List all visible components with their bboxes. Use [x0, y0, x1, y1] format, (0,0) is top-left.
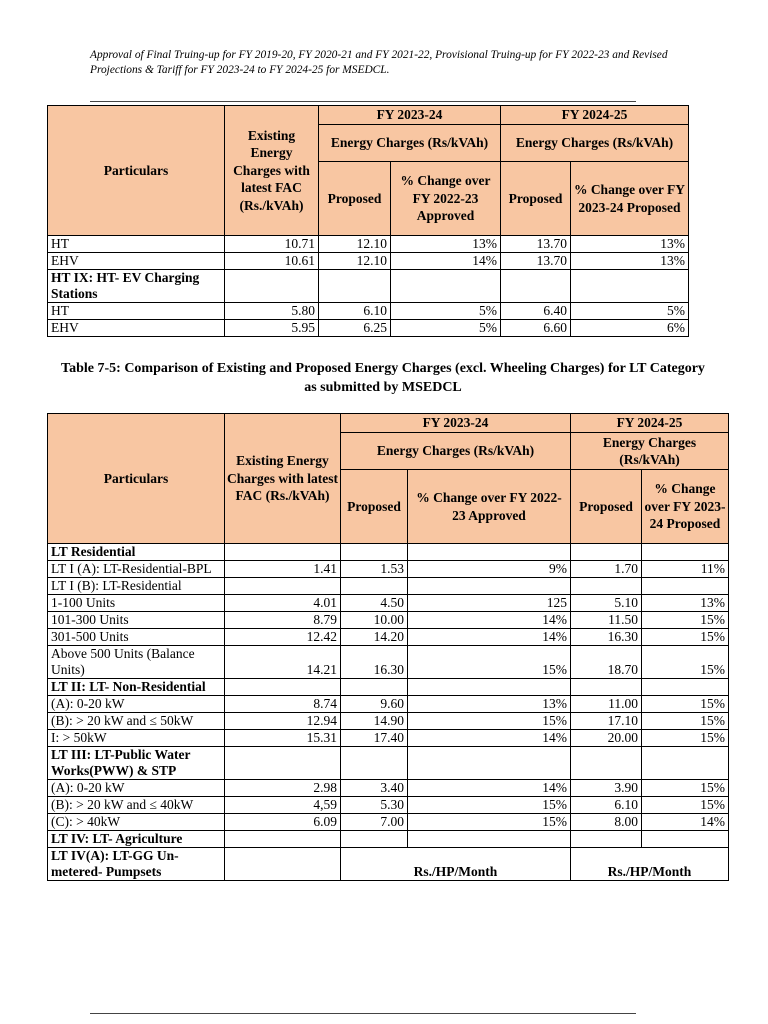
col-fy-2023-24: FY 2023-24 [319, 106, 501, 125]
col-fy-2023-24: FY 2023-24 [341, 414, 571, 433]
table-caption: Table 7-5: Comparison of Existing and Proposed Energy Charges (excl. Wheeling Charges) for LT Category as submitted by MSEDCL [61, 361, 705, 395]
row-fy1-proposed: 6.25 [319, 320, 391, 337]
row-particulars: 301-500 Units [48, 629, 225, 646]
row-fy2-proposed: 13.70 [501, 253, 571, 270]
row-fy2-change [571, 270, 689, 303]
row-existing-charge: 10.61 [225, 253, 319, 270]
ht-energy-charges-table [47, 105, 689, 337]
row-existing-charge: 15.31 [225, 730, 341, 747]
row-fy1-change: 13% [408, 696, 571, 713]
row-existing-charge: 10.71 [225, 236, 319, 253]
row-fy2-change: 15% [642, 629, 729, 646]
row-fy2-change: 13% [642, 595, 729, 612]
row-fy2-proposed: 6.40 [501, 303, 571, 320]
col-fy2-change: % Change over FY 2023-24 Proposed [571, 162, 689, 236]
row-fy2-proposed: 17.10 [571, 713, 642, 730]
row-particulars: LT Residential [48, 544, 225, 561]
table-row [48, 303, 689, 320]
row-fy1-change: 14% [408, 730, 571, 747]
row-particulars: LT I (B): LT-Residential [48, 578, 225, 595]
row-particulars: HT [48, 236, 225, 253]
row-fy1-proposed: 17.40 [341, 730, 408, 747]
col-fy1-energy-charges: Energy Charges (Rs/kVAh) [319, 125, 501, 162]
row-fy2-change: 15% [642, 696, 729, 713]
row-fy2-proposed [571, 831, 642, 848]
row-fy1-proposed [319, 270, 391, 303]
row-particulars: LT IV(A): LT-GG Un-metered- Pumpsets [48, 848, 225, 881]
row-existing-charge [225, 831, 341, 848]
row-fy1-change: 14% [391, 253, 501, 270]
row-fy1-change: 14% [408, 612, 571, 629]
row-fy2-proposed [571, 747, 642, 780]
row-existing-charge: 1.41 [225, 561, 341, 578]
col-fy1-energy-charges: Energy Charges (Rs/kVAh) [341, 433, 571, 470]
row-fy2-change: 5% [571, 303, 689, 320]
row-fy1-proposed: 5.30 [341, 797, 408, 814]
row-particulars: 1-100 Units [48, 595, 225, 612]
row-fy2-change: 15% [642, 612, 729, 629]
row-particulars: (B): > 20 kW and ≤ 40kW [48, 797, 225, 814]
row-fy1-proposed: 1.53 [341, 561, 408, 578]
row-existing-charge: 8.74 [225, 696, 341, 713]
row-fy2-proposed: 6.60 [501, 320, 571, 337]
row-fy2-proposed: 5.10 [571, 595, 642, 612]
table-row [48, 561, 729, 578]
row-existing-charge: 4,59 [225, 797, 341, 814]
row-existing-charge: 12.94 [225, 713, 341, 730]
row-fy1-change [408, 679, 571, 696]
row-existing-charge: 14.21 [225, 646, 341, 679]
row-fy2-proposed: 3.90 [571, 780, 642, 797]
row-particulars: I: > 50kW [48, 730, 225, 747]
row-fy1-change: 125 [408, 595, 571, 612]
row-fy2-proposed: 8.00 [571, 814, 642, 831]
row-fy2-proposed: 11.00 [571, 696, 642, 713]
table-row [48, 713, 729, 730]
row-fy2-proposed [571, 679, 642, 696]
table-row [48, 253, 689, 270]
row-fy1-proposed: 12.10 [319, 236, 391, 253]
row-existing-charge: 5.80 [225, 303, 319, 320]
table-row [48, 270, 689, 303]
row-fy1-proposed [341, 747, 408, 780]
row-fy1-change [408, 578, 571, 595]
row-fy1-change [408, 747, 571, 780]
col-existing-charges: Existing Energy Charges with latest FAC (Rs./kVAh) [225, 106, 319, 236]
row-existing-charge: 6.09 [225, 814, 341, 831]
row-fy1-proposed [341, 578, 408, 595]
table-row [48, 612, 729, 629]
row-fy1-proposed: 3.40 [341, 780, 408, 797]
row-particulars: LT I (A): LT-Residential-BPL [48, 561, 225, 578]
table-row [48, 629, 729, 646]
row-fy1-change: 14% [408, 780, 571, 797]
table-row [48, 831, 729, 848]
row-particulars: (A): 0-20 kW [48, 696, 225, 713]
row-particulars: (B): > 20 kW and ≤ 50kW [48, 713, 225, 730]
row-fy2-change [642, 544, 729, 561]
row-fy2-change: 15% [642, 646, 729, 679]
row-particulars: LT III: LT-Public Water Works(PWW) & STP [48, 747, 225, 780]
row-existing-charge [225, 848, 341, 881]
row-fy1-change: 15% [408, 646, 571, 679]
row-existing-charge: 12.42 [225, 629, 341, 646]
row-fy1-proposed [341, 679, 408, 696]
row-fy1-change [408, 544, 571, 561]
row-fy1-unit: Rs./HP/Month [341, 848, 571, 881]
table-row [48, 797, 729, 814]
col-fy2-energy-charges: Energy Charges (Rs/kVAh) [501, 125, 689, 162]
row-fy1-change: 14% [408, 629, 571, 646]
col-fy1-proposed: Proposed [319, 162, 391, 236]
table-row [48, 696, 729, 713]
table-row [48, 320, 689, 337]
row-fy2-change [642, 679, 729, 696]
row-fy2-proposed: 13.70 [501, 236, 571, 253]
row-fy1-change: 15% [408, 713, 571, 730]
row-fy2-change: 11% [642, 561, 729, 578]
row-fy1-proposed: 16.30 [341, 646, 408, 679]
row-fy2-change: 13% [571, 253, 689, 270]
col-fy1-change: % Change over FY 2022-23 Approved [391, 162, 501, 236]
table-row [48, 544, 729, 561]
row-fy1-change [391, 270, 501, 303]
lt-energy-charges-table [47, 413, 729, 881]
table-row [48, 578, 729, 595]
header-rule [90, 101, 636, 102]
col-fy2-energy-charges: Energy Charges (Rs/kVAh) [571, 433, 729, 470]
row-fy1-change: 9% [408, 561, 571, 578]
row-fy1-change: 15% [408, 797, 571, 814]
row-fy2-proposed: 6.10 [571, 797, 642, 814]
row-fy1-proposed: 10.00 [341, 612, 408, 629]
row-particulars: HT IX: HT- EV Charging Stations [48, 270, 225, 303]
table-row [48, 236, 689, 253]
row-existing-charge: 4.01 [225, 595, 341, 612]
row-fy2-proposed [571, 578, 642, 595]
table-row [48, 679, 729, 696]
row-existing-charge [225, 270, 319, 303]
row-fy2-proposed: 20.00 [571, 730, 642, 747]
col-fy2-proposed: Proposed [571, 470, 642, 544]
row-existing-charge [225, 747, 341, 780]
row-fy1-proposed: 14.90 [341, 713, 408, 730]
row-fy2-change [642, 747, 729, 780]
row-fy2-change: 15% [642, 713, 729, 730]
row-fy1-proposed: 6.10 [319, 303, 391, 320]
row-fy1-change [408, 831, 571, 848]
table-row [48, 780, 729, 797]
row-fy1-proposed: 7.00 [341, 814, 408, 831]
col-fy1-change: % Change over FY 2022-23 Approved [408, 470, 571, 544]
row-fy2-change: 14% [642, 814, 729, 831]
col-fy2-change: % Change over FY 2023-24 Proposed [642, 470, 729, 544]
row-fy2-change: 15% [642, 797, 729, 814]
row-fy2-change [642, 831, 729, 848]
row-fy2-change: 15% [642, 730, 729, 747]
row-fy2-proposed [571, 544, 642, 561]
row-fy2-change: 6% [571, 320, 689, 337]
row-fy2-proposed: 11.50 [571, 612, 642, 629]
col-fy-2024-25: FY 2024-25 [571, 414, 729, 433]
footer-rule [90, 1013, 636, 1014]
row-fy2-unit: Rs./HP/Month [571, 848, 729, 881]
row-fy1-proposed: 14.20 [341, 629, 408, 646]
row-fy2-proposed: 18.70 [571, 646, 642, 679]
table-row [48, 730, 729, 747]
row-particulars: EHV [48, 253, 225, 270]
row-fy1-change: 13% [391, 236, 501, 253]
table-row [48, 848, 729, 881]
row-particulars: Above 500 Units (Balance Units) [48, 646, 225, 679]
row-particulars: HT [48, 303, 225, 320]
row-fy1-proposed: 12.10 [319, 253, 391, 270]
col-fy-2024-25: FY 2024-25 [501, 106, 689, 125]
row-fy1-proposed [341, 544, 408, 561]
row-fy1-proposed [341, 831, 408, 848]
row-fy1-change: 15% [408, 814, 571, 831]
row-fy1-proposed: 9.60 [341, 696, 408, 713]
document-header: Approval of Final Truing-up for FY 2019-20, FY 2020-21 and FY 2021-22, Provisional Truing-up for FY 2022-23 and Revised Projections & Tariff for FY 2023-24 to FY 2024-25 for MSEDCL. [90, 49, 668, 76]
table-row [48, 595, 729, 612]
col-fy2-proposed: Proposed [501, 162, 571, 236]
row-fy1-change: 5% [391, 303, 501, 320]
row-fy1-change: 5% [391, 320, 501, 337]
col-existing-charges: Existing Energy Charges with latest FAC (Rs./kVAh) [225, 414, 341, 544]
row-particulars: EHV [48, 320, 225, 337]
row-existing-charge [225, 578, 341, 595]
table-row [48, 646, 729, 679]
row-existing-charge: 8.79 [225, 612, 341, 629]
col-particulars: Particulars [48, 414, 225, 544]
row-fy2-change: 13% [571, 236, 689, 253]
row-fy1-proposed: 4.50 [341, 595, 408, 612]
row-fy2-proposed [501, 270, 571, 303]
row-existing-charge [225, 544, 341, 561]
row-fy2-proposed: 16.30 [571, 629, 642, 646]
col-fy1-proposed: Proposed [341, 470, 408, 544]
row-fy2-proposed: 1.70 [571, 561, 642, 578]
row-existing-charge: 2.98 [225, 780, 341, 797]
table-row [48, 747, 729, 780]
row-existing-charge [225, 679, 341, 696]
table-row [48, 814, 729, 831]
col-particulars: Particulars [48, 106, 225, 236]
row-fy2-change [642, 578, 729, 595]
row-particulars: (C): > 40kW [48, 814, 225, 831]
row-particulars: LT II: LT- Non-Residential [48, 679, 225, 696]
row-particulars: 101-300 Units [48, 612, 225, 629]
row-existing-charge: 5.95 [225, 320, 319, 337]
row-particulars: LT IV: LT- Agriculture [48, 831, 225, 848]
row-particulars: (A): 0-20 kW [48, 780, 225, 797]
row-fy2-change: 15% [642, 780, 729, 797]
